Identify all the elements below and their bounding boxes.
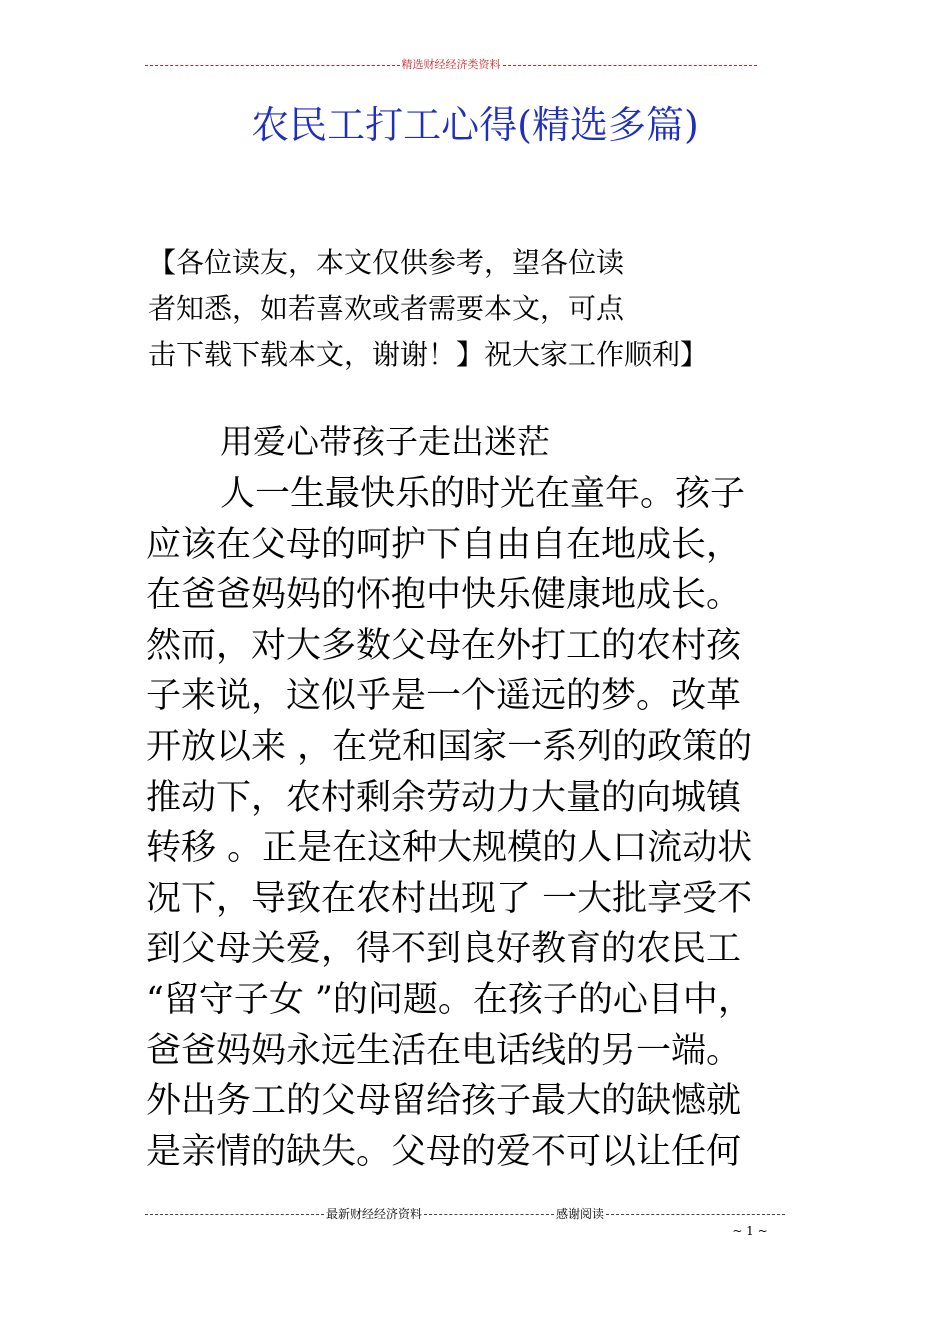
- page-number: ~ 1 ~: [732, 1224, 768, 1238]
- article-body: [146, 415, 816, 1177]
- header-text: 精选财经经济类资料: [401, 58, 501, 71]
- paragraph-line: 然而，对大多数父母在外打工的农村孩: [146, 625, 742, 666]
- paragraph-line: 况下，导致在农村出现了 一大批享受不: [146, 878, 753, 919]
- page-header: [145, 58, 757, 72]
- paragraph-line: 爸爸妈妈永远生活在电话线的另一端。: [146, 1030, 742, 1071]
- footer-divider-right: [606, 1214, 785, 1215]
- paragraph-line: 应该在父母的呵护下自由自在地成长，: [146, 524, 742, 565]
- paragraph-line: 子来说，这似乎是一个遥远的梦。改革: [146, 676, 742, 717]
- footer-left-text: 最新财经经济资料: [325, 1207, 422, 1221]
- header-divider-right: [503, 65, 758, 66]
- notice-line: 者知悉，如若喜欢或者需要本文，可点: [148, 292, 625, 325]
- document-title: 农民工打工心得(精选多篇): [251, 103, 699, 147]
- paragraph-line: 是亲情的缺失。父母的爱不可以让任何: [146, 1131, 742, 1172]
- paragraph-line: “留守子女 ”的问题。在孩子的心目中，: [146, 979, 753, 1020]
- paragraph-line: 推动下，农村剩余劳动力大量的向城镇: [146, 777, 742, 818]
- paragraph-line: 转移 。正是在这种大规模的人口流动状: [146, 828, 753, 869]
- paragraph-line: 人一生最快乐的时光在童年。孩子: [220, 474, 746, 514]
- page-footer: [145, 1207, 785, 1221]
- paragraph-line: 在爸爸妈妈的怀抱中快乐健康地成长。: [146, 575, 742, 616]
- footer-divider-left: [145, 1214, 324, 1215]
- paragraph-line: 到父母关爱，得不到良好教育的农民工: [146, 929, 742, 970]
- paragraph-line: 开放以来 ，在党和国家一系列的政策的: [146, 726, 753, 767]
- footer-right-text: 感谢阅读: [556, 1207, 605, 1221]
- notice-line: 击下载下载本文，谢谢！】祝大家工作顺利】: [148, 338, 709, 371]
- article-subtitle: 用爱心带孩子走出迷茫: [220, 422, 550, 461]
- reader-notice: [148, 240, 788, 378]
- notice-line: 【各位读友，本文仅供参考，望各位读: [148, 246, 625, 279]
- footer-divider-middle: [424, 1214, 554, 1215]
- paragraph-line: 外出务工的父母留给孩子最大的缺憾就: [146, 1081, 742, 1122]
- header-divider-left: [145, 65, 400, 66]
